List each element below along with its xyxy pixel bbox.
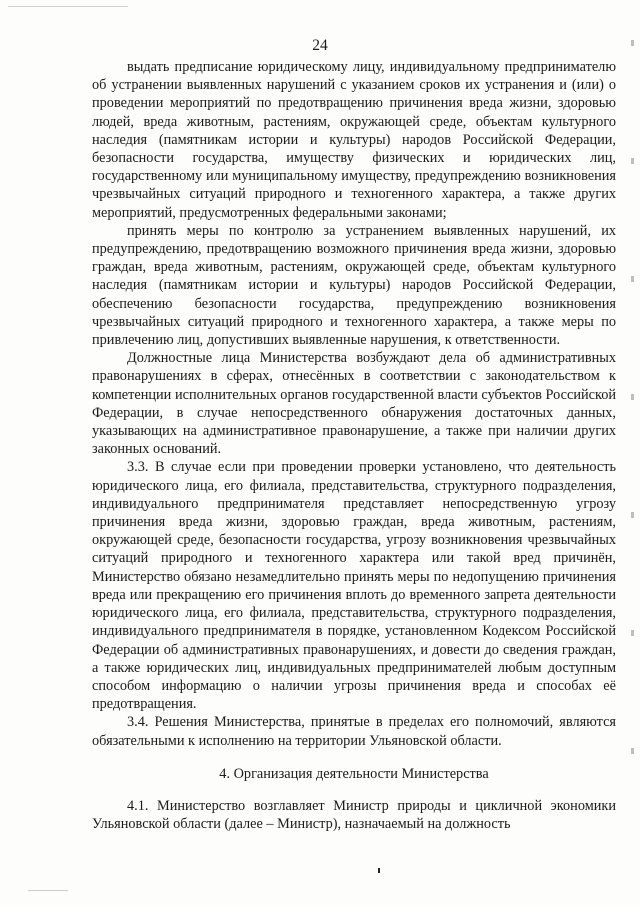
scan-artifact-right-edge <box>631 40 634 860</box>
scan-artifact-bottom-center <box>378 868 380 873</box>
paragraph-3-4: 3.4. Решения Министерства, принятые в пределах его полномочий, являются обязательными к исполнению на территории Ульяновской области. <box>92 714 616 749</box>
paragraph-officials-cases: Должностные лица Министерства возбуждают дела об административных правонарушениях в сферах, отнесённых в соответствии с законодательством к компетенции исполнительных органов государственной власти субъектов Российской Федерации, в случае непосредственного обнаружения достаточных данных, указывающих на административное правонарушение, а также при наличии других законных оснований. <box>92 350 616 458</box>
scan-artifact-top <box>8 6 128 7</box>
paragraph-issue-order: выдать предписание юридическому лицу, индивидуальному предпринимателю об устранении выявленных нарушений с указанием сроков их устранения и (или) о проведении мероприятий по предотвращению причинения вреда жизни, здоровью людей, вреда животным, растениям, окружающей среде, объектам культурного наследия (памятникам истории и культуры) народов Российской Федерации, безопасности государства, имуществу физических и юридических лиц, государственному или муниципальному имуществу, предупреждению возникновения чрезвычайных ситуаций природного и техногенного характера, а также других мероприятий, предусмотренных федеральными законами; <box>92 59 616 221</box>
document-body <box>92 58 616 833</box>
paragraph-4-1: 4.1. Министерство возглавляет Министр природы и цикличной экономики Ульяновской области (далее – Министр), назначаемый на должность <box>92 797 616 833</box>
paragraph-3-3: 3.3. В случае если при проведении проверки установлено, что деятельность юридического лица, его филиала, представительства, структурного подразделения, индивидуального предпринимателя представляет непосредственную угрозу причинения вреда жизни, здоровью граждан, вреда животным, растениям, окружающей среде, безопасности государства, угрозу возникновения чрезвычайных ситуаций природного и техногенного характера или такой вред причинён, Министерство обязано незамедлительно принять меры по недопущению причинения вреда или прекращению его причинения вплоть до временного запрета деятельности юридического лица, его филиала, представительства, структурного подразделения, индивидуального предпринимателя в порядке, установленном Кодексом Российской Федерации об административных правонарушениях, и довести до сведения граждан, а также юридических лиц, индивидуальных предпринимателей любым доступным способом информацию о наличии угрозы причинения вреда и способах её предотвращения. <box>92 459 616 713</box>
section-heading: 4. Организация деятельности Министерства <box>219 765 489 782</box>
page-number: 24 <box>312 37 328 54</box>
scan-artifact-bottom-left <box>28 890 68 891</box>
paragraph-take-measures: принять меры по контролю за устранением выявленных нарушений, их предупреждению, предотвращению возможного причинения вреда жизни, здоровью граждан, вреда животным, растениям, окружающей среде, объектам культурного наследия (памятникам истории и культуры) народов Российской Федерации, обеспечению безопасности государства, предупреждению возникновения чрезвычайных ситуаций природного и техногенного характера, а также меры по привлечению лиц, допустивших выявленные нарушения, к ответственности. <box>92 222 616 349</box>
